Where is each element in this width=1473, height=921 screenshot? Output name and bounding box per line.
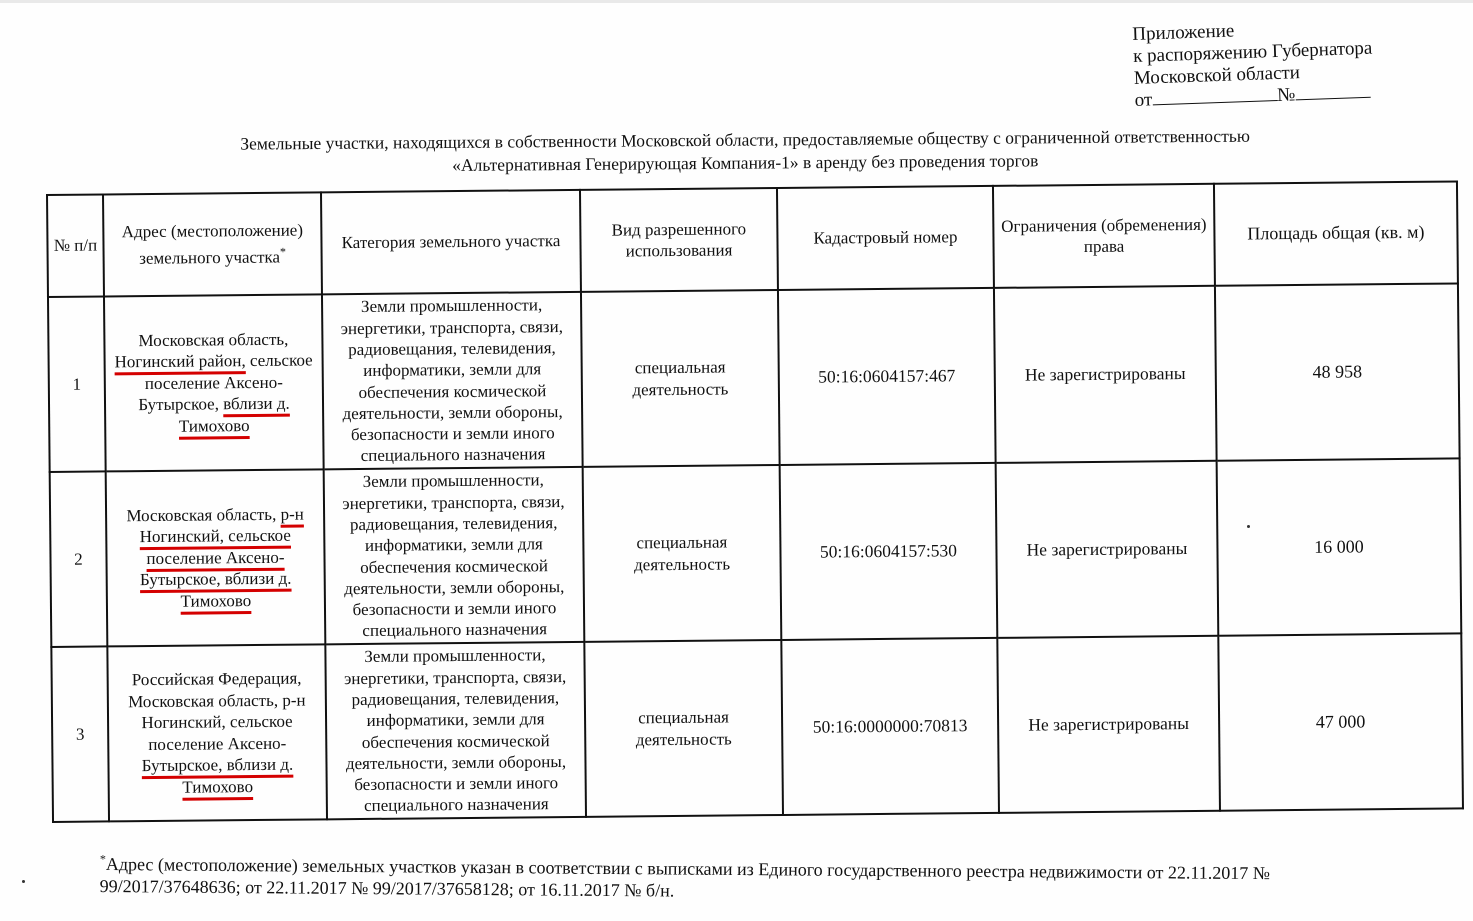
table-row — [50, 458, 1462, 647]
address-text: Московская область, — [126, 504, 281, 525]
address-underlined: Ногинский район, — [114, 351, 246, 372]
address-text: Российская Федерация, Московская область, р-н Ногинский, сельское поселение Аксено- — [128, 668, 306, 754]
header-area: Площадь общая (кв. м) — [1214, 181, 1458, 285]
row-area: 48 958 — [1215, 283, 1460, 460]
row-category: Земли промышленности, энергетики, транспорта, связи, радиовещания, телевидения, информатики, земли для обеспечения космической деятельности, земли обороны, безопасности и земли иного специального назначения — [322, 292, 583, 469]
row-cadastral: 50:16:0604157:530 — [780, 463, 998, 640]
address-underlined: Бутырское, вблизи д. Тимохово — [141, 754, 294, 797]
footnote-mark: * — [99, 851, 106, 867]
row-num: 1 — [48, 296, 106, 472]
row-use: специальная деятельность — [584, 640, 783, 817]
number-blank — [1295, 83, 1370, 101]
row-address — [106, 469, 326, 646]
row-num: 2 — [50, 471, 108, 647]
footnote-text: Адрес (местоположение) земельных участков указан в соответствии с выписками из Единого государственного реестра недвижимости от 22.11.2017 № 99/2017/37648636; от 22.11.2017 № 99/2017/37658128; от 16.11.2017 № б/н. — [99, 854, 1271, 901]
row-category: Земли промышленности, энергетики, транспорта, связи, радиовещания, телевидения, информатики, земли для обеспечения космической деятельности, земли обороны, безопасности и земли иного специального назначения — [324, 467, 585, 644]
document-heading — [190, 124, 1300, 179]
table-row — [48, 283, 1460, 472]
appendix-order-line: к распоряжению Губернатора — [1132, 37, 1373, 67]
appendix-number-label: № — [1276, 84, 1296, 106]
row-restrictions: Не зарегистрированы — [994, 286, 1217, 463]
header-address-mark: * — [279, 244, 287, 259]
address-text: Московская область, — [138, 329, 289, 350]
row-cadastral: 50:16:0000000:70813 — [781, 638, 999, 815]
row-num: 3 — [51, 646, 109, 822]
appendix-block — [1132, 14, 1415, 112]
row-area: 47 000 — [1218, 633, 1463, 810]
row-restrictions: Не зарегистрированы — [997, 636, 1220, 813]
table-row — [51, 633, 1463, 822]
date-blank — [1152, 86, 1277, 105]
footnote — [100, 848, 1360, 907]
row-address — [107, 644, 327, 821]
land-plots-table — [46, 180, 1464, 823]
scan-edge — [0, 0, 1473, 3]
row-use: специальная деятельность — [581, 290, 780, 467]
appendix-title: Приложение — [1132, 20, 1235, 45]
row-restrictions: Не зарегистрированы — [996, 461, 1219, 638]
header-num: № п/п — [47, 194, 104, 297]
row-cadastral: 50:16:0604157:467 — [778, 288, 996, 465]
table-header-row — [47, 181, 1458, 297]
row-category: Земли промышленности, энергетики, транспорта, связи, радиовещания, телевидения, информатики, земли для обеспечения космической деятельности, земли обороны, безопасности и земли иного специального назначения — [325, 642, 586, 819]
row-area: 16 000 — [1217, 458, 1462, 635]
header-address-label: Адрес (местоположение) земельного участка — [121, 220, 304, 268]
address-text: сельское поселение Аксено-Бутырское, — [138, 350, 313, 415]
header-cadastral: Кадастровый номер — [777, 186, 994, 290]
scan-speck — [1247, 525, 1250, 528]
header-restrictions: Ограничения (обременения) права — [993, 184, 1215, 288]
scan-speck — [22, 880, 25, 883]
row-use: специальная деятельность — [583, 465, 782, 642]
address-underlined: вблизи д. Тимохово — [178, 393, 290, 436]
heading-line-1: Земельные участки, находящихся в собственности Московской области, предоставляемые обществу с ограниченной ответственностью — [240, 125, 1250, 154]
header-category: Категория земельного участка — [321, 190, 581, 294]
header-use: Вид разрешенного использования — [580, 188, 778, 292]
heading-line-2: «Альтернативная Генерирующая Компания-1» в аренду без проведения торгов — [452, 150, 1039, 175]
address-underlined: р-н Ногинский, сельское поселение Аксено-Бутырское, вблизи д. Тимохово — [139, 504, 304, 611]
appendix-from-label: от — [1134, 89, 1153, 111]
appendix-region-line: Московской области — [1133, 62, 1301, 89]
header-address — [103, 192, 322, 296]
row-address — [104, 294, 324, 471]
